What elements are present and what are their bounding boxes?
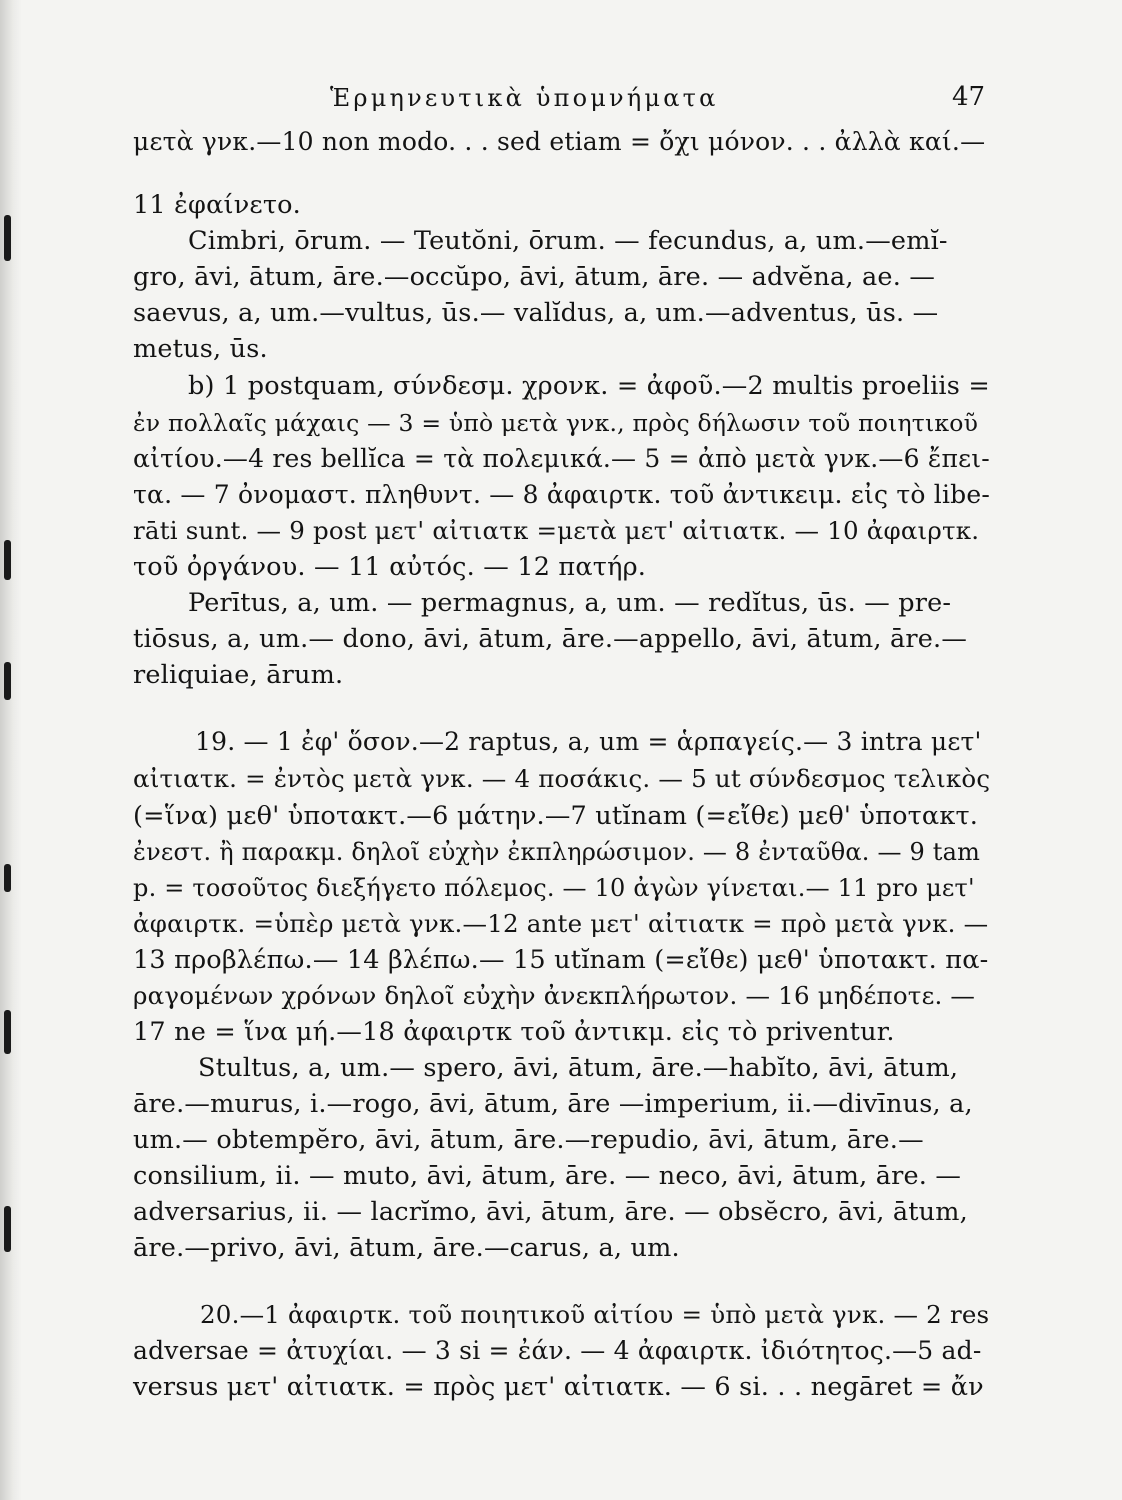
text-line: gro, āvi, ātum, āre.—occŭpo, āvi, ātum, āre. — advĕna, ae. —	[133, 262, 936, 292]
text-line: τοῦ ὀργάνου. — 11 αὐτός. — 12 πατήρ.	[133, 552, 647, 582]
text-line: ἐνεστ. ἢ παρακμ. δηλοῖ εὐχὴν ἐκπληρώσιμον. — 8 ἐνταῦθα. — 9 tam	[133, 838, 981, 866]
text-line: p. = τοσοῦτος διεξήγετο πόλεμος. — 10 ἀγὼν γίνεται.— 11 pro μετ'	[133, 874, 975, 902]
text-line: adversarius, ii. — lacrĭmo, āvi, ātum, āre. — obsĕcro, āvi, ātum,	[133, 1197, 968, 1227]
text-line: μετὰ γνκ.—10 non modo. . . sed etiam = ὄχι μόνον. . . ἀλλὰ καί.—	[133, 127, 986, 156]
text-line: versus μετ' αἰτιατκ. = πρὸς μετ' αἰτιατκ. — 6 si. . . negāret = ἄν	[133, 1372, 984, 1402]
text-line: āre.—privo, āvi, ātum, āre.—carus, a, um.	[133, 1233, 680, 1263]
text-line: um.— obtempĕro, āvi, ātum, āre.—repudio, āvi, ātum, āre.—	[133, 1125, 924, 1155]
text-line: Stultus, a, um.— spero, āvi, ātum, āre.—habĭto, āvi, ātum,	[198, 1053, 959, 1083]
margin-mark	[4, 1206, 11, 1252]
text-line: (=ἵνα) μεθ' ὑποτακτ.—6 μάτην.—7 utĭnam (=εἴθε) μεθ' ὑποτακτ.	[133, 801, 979, 831]
margin-mark	[4, 215, 11, 261]
text-line: ἐν πολλαῖς μάχαις — 3 = ὑπὸ μετὰ γνκ., πρὸς δήλωσιν τοῦ ποιητικοῦ	[133, 409, 979, 437]
text-line: adversae = ἀτυχίαι. — 3 si = ἐάν. — 4 ἀφαιρτκ. ἰδιότητος.—5 ad-	[133, 1336, 982, 1365]
text-line: ἀφαιρτκ. =ὑπὲρ μετὰ γνκ.—12 ante μετ' αἰτιατκ = πρὸ μετὰ γνκ. —	[133, 909, 989, 938]
text-line: 20.—1 ἀφαιρτκ. τοῦ ποιητικοῦ αἰτίου = ὑπὸ μετὰ γνκ. — 2 res	[200, 1300, 990, 1329]
text-line: 17 ne = ἵνα μή.—18 ἀφαιρτκ τοῦ ἀντικμ. εἰς τὸ priventur.	[133, 1017, 895, 1047]
text-line: Cimbri, ōrum. — Teutŏni, ōrum. — fecundus, a, um.—emĭ-	[188, 226, 948, 256]
margin-mark	[4, 540, 11, 580]
text-line: 11 ἐφαίνετο.	[133, 190, 301, 220]
text-line: reliquiae, ārum.	[133, 660, 344, 690]
text-line: Perītus, a, um. — permagnus, a, um. — redĭtus, ūs. — pre-	[188, 588, 952, 618]
text-line: ραγομένων χρόνων δηλοῖ εὐχὴν ἀνεκπλήρωτον. — 16 μηδέποτε. —	[133, 981, 976, 1010]
text-line: 19. — 1 ἐφ' ὅσον.—2 raptus, a, um = ἁρπαγείς.— 3 intra μετ'	[195, 727, 982, 756]
text-line: saevus, a, um.—vultus, ūs.— valĭdus, a, um.—adventus, ūs. —	[133, 298, 939, 328]
margin-mark	[4, 864, 11, 892]
text-line: metus, ūs.	[133, 334, 268, 364]
page-number: 47	[952, 82, 986, 112]
text-line: tiōsus, a, um.— dono, āvi, ātum, āre.—appello, āvi, ātum, āre.—	[133, 624, 968, 654]
text-line: τα. — 7 ὀνομαστ. πληθυντ. — 8 ἀφαιρτκ. τοῦ ἀντικειμ. εἰς τὸ libe-	[133, 480, 990, 509]
running-head: Ἑρμηνευτικὰ ὑπομνήματα	[330, 84, 719, 112]
text-line: āre.—murus, i.—rogo, āvi, ātum, āre —imperium, ii.—divīnus, a,	[133, 1089, 973, 1119]
margin-mark	[4, 662, 11, 700]
text-line: rāti sunt. — 9 post μετ' αἰτιατκ =μετὰ μετ' αἰτιατκ. — 10 ἀφαιρτκ.	[133, 516, 980, 545]
margin-mark	[4, 1010, 11, 1054]
text-line: αἰτίου.—4 res bellĭca = τὰ πολεμικά.— 5 = ἀπὸ μετὰ γνκ.—6 ἔπει-	[133, 444, 990, 473]
text-line: consilium, ii. — muto, āvi, ātum, āre. — neco, āvi, ātum, āre. —	[133, 1161, 962, 1191]
text-line: 13 προβλέπω.— 14 βλέπω.— 15 utĭnam (=εἴθε) μεθ' ὑποτακτ. πα-	[133, 945, 989, 975]
text-line: b) 1 postquam, σύνδεσμ. χρονκ. = ἀφοῦ.—2 multis proeliis =	[188, 371, 990, 401]
text-line: αἰτιατκ. = ἐντὸς μετὰ γνκ. — 4 ποσάκις. — 5 ut σύνδεσμος τελικὸς	[133, 764, 991, 793]
